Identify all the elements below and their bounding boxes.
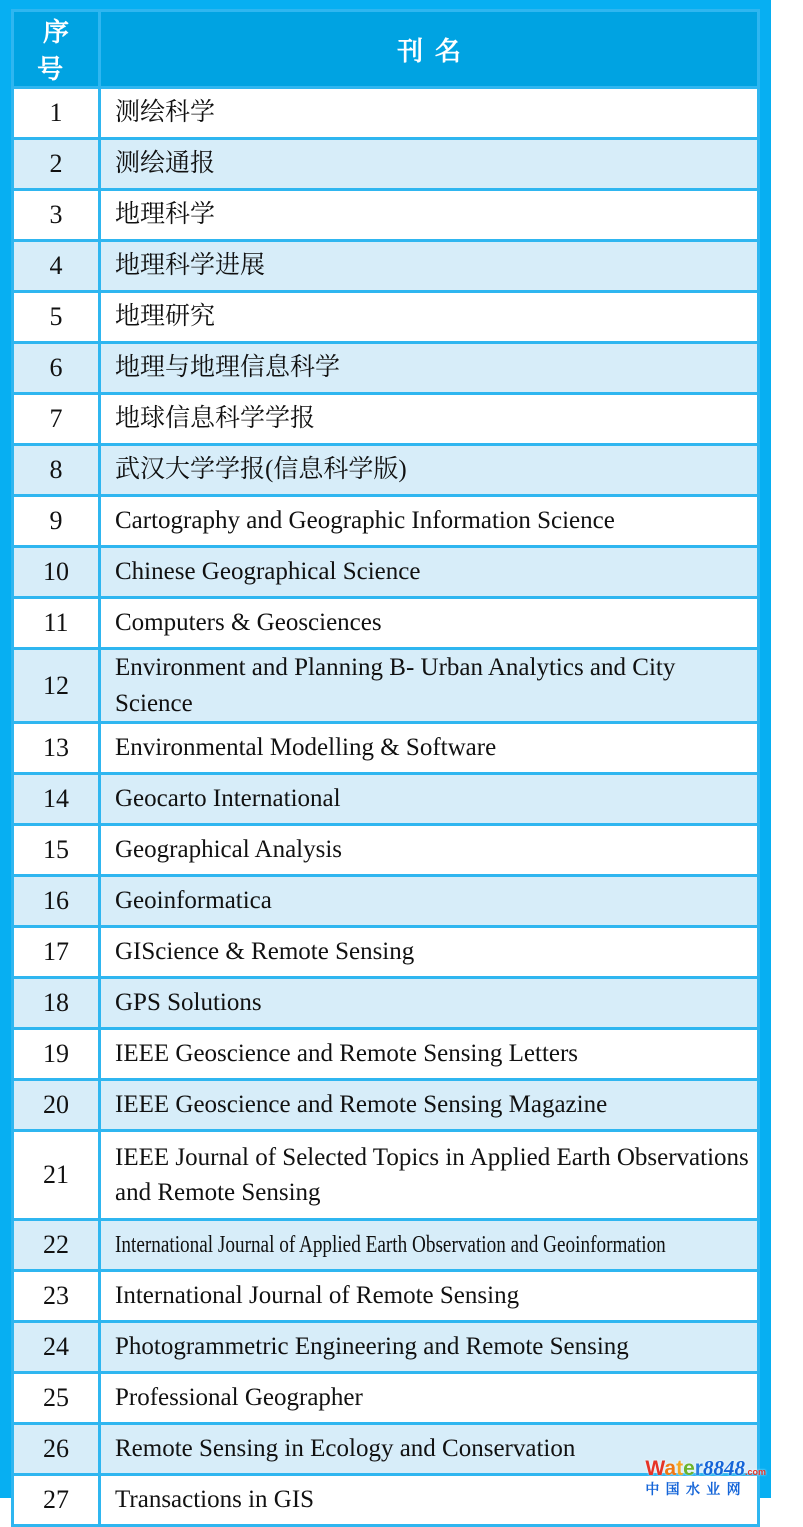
journal-table xyxy=(11,9,760,1527)
water8848-brand-text xyxy=(645,1457,703,1480)
table-row xyxy=(14,1323,757,1371)
table-row xyxy=(14,548,757,596)
table-row xyxy=(14,1272,757,1320)
table-row xyxy=(14,1221,757,1269)
brand-letter: t xyxy=(676,1457,684,1480)
journal-name-cell: GPS Solutions xyxy=(101,979,757,1027)
brand-letter: W xyxy=(645,1457,665,1480)
journal-name-cell: Professional Geographer xyxy=(101,1374,757,1422)
table-row xyxy=(14,293,757,341)
water8848-watermark xyxy=(645,1458,766,1496)
serial-number-cell: 12 xyxy=(14,650,98,721)
brand-letter: e xyxy=(683,1457,695,1480)
serial-number-cell: 25 xyxy=(14,1374,98,1422)
serial-number-cell: 27 xyxy=(14,1476,98,1524)
serial-number-cell: 15 xyxy=(14,826,98,874)
journal-name-cell: IEEE Journal of Selected Topics in Applied Earth Observations and Remote Sensing xyxy=(101,1132,757,1218)
journal-name-cell: Remote Sensing in Ecology and Conservation xyxy=(101,1425,757,1473)
journal-name-cell xyxy=(101,1221,757,1269)
journal-name-cell: 地理科学进展 xyxy=(101,242,757,290)
water8848-logo xyxy=(645,1458,766,1479)
serial-number-cell: 5 xyxy=(14,293,98,341)
serial-number-cell: 2 xyxy=(14,140,98,188)
serial-number-cell: 22 xyxy=(14,1221,98,1269)
table-row xyxy=(14,826,757,874)
serial-number-cell: 24 xyxy=(14,1323,98,1371)
journal-name-cell: Photogrammetric Engineering and Remote Sensing xyxy=(101,1323,757,1371)
journal-name-cell: Cartography and Geographic Information Science xyxy=(101,497,757,545)
journal-name-cell: 地理研究 xyxy=(101,293,757,341)
serial-number-cell: 4 xyxy=(14,242,98,290)
table-row xyxy=(14,89,757,137)
serial-number-cell: 1 xyxy=(14,89,98,137)
table-row xyxy=(14,497,757,545)
serial-number-cell: 17 xyxy=(14,928,98,976)
serial-number-cell: 3 xyxy=(14,191,98,239)
journal-name-cell: Environmental Modelling & Software xyxy=(101,724,757,772)
serial-number-cell: 7 xyxy=(14,395,98,443)
serial-number-cell: 10 xyxy=(14,548,98,596)
table-row xyxy=(14,446,757,494)
serial-number-cell: 23 xyxy=(14,1272,98,1320)
brand-letter: r xyxy=(694,1457,703,1480)
header-journal-name: 刊名 xyxy=(101,12,757,86)
table-row xyxy=(14,724,757,772)
journal-name-cell: 测绘科学 xyxy=(101,89,757,137)
journal-name-cell: Environment and Planning B- Urban Analytics and City Science xyxy=(101,650,757,721)
table-row xyxy=(14,242,757,290)
serial-number-cell: 16 xyxy=(14,877,98,925)
journal-name-cell: Geographical Analysis xyxy=(101,826,757,874)
serial-number-cell: 8 xyxy=(14,446,98,494)
brand-letter: a xyxy=(664,1457,677,1480)
serial-number-cell: 18 xyxy=(14,979,98,1027)
journal-name-cell: 测绘通报 xyxy=(101,140,757,188)
table-row xyxy=(14,395,757,443)
serial-number-cell: 13 xyxy=(14,724,98,772)
journal-name-cell: GIScience & Remote Sensing xyxy=(101,928,757,976)
water8848-tld: .com xyxy=(744,1467,766,1477)
water8848-number: 8848 xyxy=(702,1456,745,1480)
journal-name-text: International Journal of Applied Earth Observation and Geoinformation xyxy=(115,1232,666,1259)
journal-name-cell: 地理科学 xyxy=(101,191,757,239)
table-row xyxy=(14,344,757,392)
journal-name-cell: IEEE Geoscience and Remote Sensing Letters xyxy=(101,1030,757,1078)
journal-name-cell: Chinese Geographical Science xyxy=(101,548,757,596)
serial-number-cell: 9 xyxy=(14,497,98,545)
table-row xyxy=(14,775,757,823)
table-row xyxy=(14,1030,757,1078)
header-serial-number: 序号 xyxy=(14,12,98,86)
journal-name-cell: Geoinformatica xyxy=(101,877,757,925)
serial-number-cell: 11 xyxy=(14,599,98,647)
watermark-subtitle: 中国水业网 xyxy=(645,1481,747,1497)
journal-name-cell: Transactions in GIS xyxy=(101,1476,757,1524)
serial-number-cell: 19 xyxy=(14,1030,98,1078)
serial-number-cell: 14 xyxy=(14,775,98,823)
header-row xyxy=(14,12,757,86)
serial-number-cell: 21 xyxy=(14,1132,98,1218)
table-row xyxy=(14,599,757,647)
serial-number-cell: 20 xyxy=(14,1081,98,1129)
journal-name-cell: Computers & Geosciences xyxy=(101,599,757,647)
table-row xyxy=(14,191,757,239)
journal-name-cell: Geocarto International xyxy=(101,775,757,823)
table-row xyxy=(14,1374,757,1422)
journal-name-cell: 地理与地理信息科学 xyxy=(101,344,757,392)
journal-name-cell: 地球信息科学学报 xyxy=(101,395,757,443)
journal-name-cell: 武汉大学学报(信息科学版) xyxy=(101,446,757,494)
table-row xyxy=(14,1081,757,1129)
table-row xyxy=(14,1132,757,1218)
table-row xyxy=(14,877,757,925)
journal-name-cell: IEEE Geoscience and Remote Sensing Magazine xyxy=(101,1081,757,1129)
table-row xyxy=(14,979,757,1027)
serial-number-cell: 6 xyxy=(14,344,98,392)
journal-name-cell: International Journal of Remote Sensing xyxy=(101,1272,757,1320)
table-row xyxy=(14,928,757,976)
table-row xyxy=(14,650,757,721)
serial-number-cell: 26 xyxy=(14,1425,98,1473)
table-row xyxy=(14,140,757,188)
